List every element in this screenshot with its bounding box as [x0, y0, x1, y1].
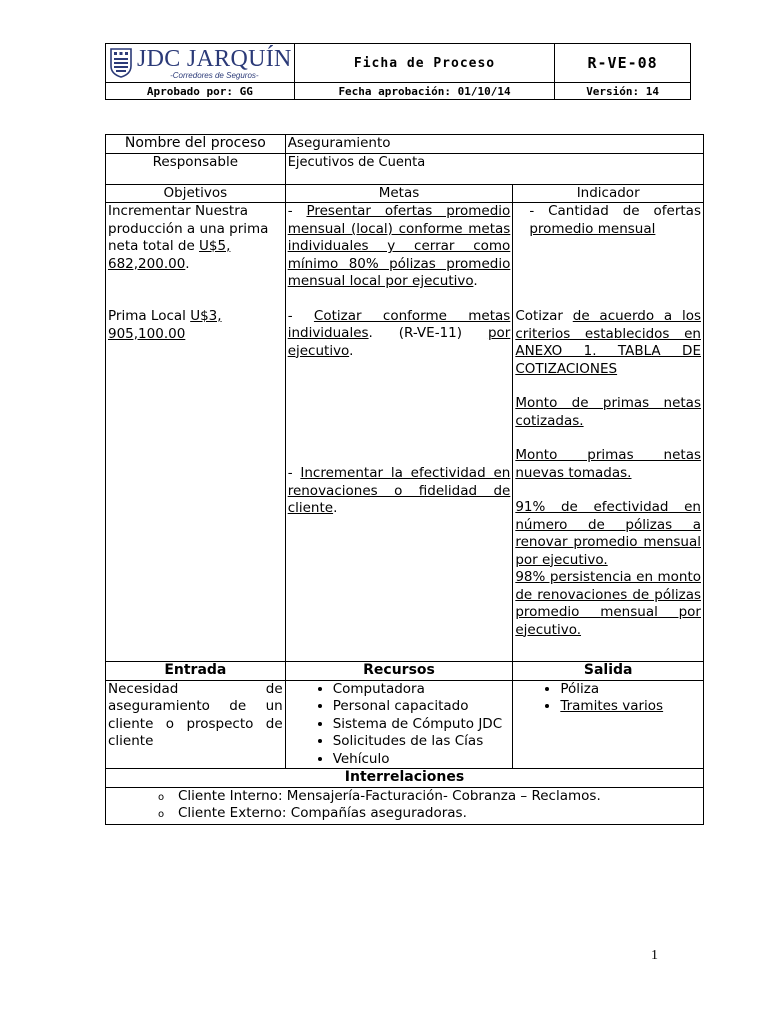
- list-item: • Vehículo: [333, 751, 511, 769]
- interrelations-header-row: [106, 769, 704, 788]
- col-objetivos: Objetivos: [106, 184, 286, 203]
- objective-2: [108, 308, 283, 343]
- col-recursos: Recursos: [285, 662, 513, 681]
- indicator-2-tail: de acuerdo a los criterios establecidos en ANEXO 1. TABLA DE COTIZACIONES: [515, 308, 702, 377]
- responsible-row: [106, 153, 704, 184]
- indicator-1-tail: promedio mensual: [529, 220, 656, 237]
- process-table: [105, 134, 704, 825]
- shield-icon: [110, 48, 132, 78]
- indicator-4: Monto primas netas nuevas tomadas.: [515, 447, 701, 481]
- meta-2-tail: por ejecutivo: [287, 325, 511, 359]
- document-title: Ficha de Proceso: [294, 44, 554, 83]
- logo-name: JDC JARQUÍN: [137, 45, 292, 72]
- io-row: [106, 680, 704, 769]
- interrelaciones-cell: [106, 787, 704, 824]
- page-number: 1: [651, 948, 658, 963]
- salida-list: [515, 681, 701, 716]
- list-item: • Tramites varios: [560, 698, 701, 716]
- meta-3-end: .: [333, 500, 338, 516]
- logo-cell: [106, 44, 295, 83]
- list-item: • Sistema de Cómputo JDC: [333, 716, 511, 734]
- objective-1-end: .: [185, 255, 190, 272]
- entrada-cell: Necesidad de aseguramiento de un cliente o prospecto de cliente: [106, 680, 286, 769]
- process-name-label: Nombre del proceso: [106, 135, 286, 154]
- meta-2-end: .: [349, 342, 354, 359]
- meta-2-text: Cotizar conforme metas individuales: [287, 307, 511, 341]
- list-item: • Póliza: [560, 681, 701, 699]
- recursos-list: [288, 681, 511, 769]
- interrelations-row: [106, 787, 704, 824]
- objective-1: [108, 203, 283, 273]
- col-metas: Metas: [285, 184, 513, 203]
- indicator-5: 91% de efectividad en número de pólizas a renovar promedio mensual por ejecutivo.: [515, 499, 701, 568]
- version: Versión: 14: [555, 83, 691, 100]
- meta-3-dash: -: [287, 465, 301, 481]
- col-salida: Salida: [513, 662, 704, 681]
- indicator-2-text: Cotizar: [515, 308, 573, 324]
- recursos-cell: [285, 680, 513, 769]
- document-header: [105, 43, 691, 100]
- list-item: • Solicitudes de las Cías: [333, 733, 511, 751]
- list-item: o Cliente Externo: Compañías aseguradoras.: [178, 805, 701, 823]
- meta-3: [288, 465, 511, 518]
- company-logo: [106, 47, 294, 80]
- interrelaciones-list: [108, 788, 701, 823]
- indicator-1: [515, 203, 701, 238]
- objective-2-amount: U$3, 905,100.00: [108, 308, 222, 342]
- indicator-2: [515, 308, 701, 378]
- responsible-value: Ejecutivos de Cuenta: [285, 153, 703, 184]
- meta-2: [288, 308, 511, 361]
- indicator-3: Monto de primas netas cotizadas.: [515, 395, 701, 429]
- interrelaciones-label: Interrelaciones: [106, 769, 704, 788]
- process-name-value: Aseguramiento: [285, 135, 703, 154]
- list-item: • Computadora: [333, 681, 511, 699]
- meta-1-dash: -: [287, 203, 307, 219]
- objectives-header-row: [106, 184, 704, 203]
- objetivos-cell: [106, 203, 286, 662]
- list-item: o Cliente Interno: Mensajería-Facturación- Cobranza – Reclamos.: [178, 788, 701, 806]
- col-entrada: Entrada: [106, 662, 286, 681]
- objective-2-text: Prima Local: [108, 308, 191, 324]
- io-header-row: [106, 662, 704, 681]
- salida-cell: [513, 680, 704, 769]
- meta-2-ref: . (R-VE-11): [368, 325, 488, 341]
- document-code: R-VE-08: [555, 44, 691, 83]
- objective-1-amount: U$5, 682,200.00: [108, 238, 231, 272]
- metas-cell: [285, 203, 513, 662]
- meta-1: [288, 203, 511, 291]
- responsible-label: Responsable: [106, 153, 286, 184]
- objective-1-text: Incrementar Nuestra producción a una prima neta total de: [108, 203, 269, 254]
- indicador-cell: [513, 203, 704, 662]
- meta-2-dash: -: [287, 307, 314, 324]
- approval-date: Fecha aprobación: 01/10/14: [294, 83, 554, 100]
- logo-subtitle: -Corredores de Seguros-: [170, 70, 259, 80]
- meta-1-text: Presentar ofertas promedio mensual (local) conforme metas individuales y cerrar como mínimo 80% pólizas promedio mensual local por ejecutivo: [287, 203, 511, 289]
- indicator-1-text: - Cantidad de ofertas: [529, 203, 701, 219]
- col-indicador: Indicador: [513, 184, 704, 203]
- meta-1-end: .: [473, 273, 478, 289]
- objectives-row: [106, 203, 704, 662]
- process-name-row: [106, 135, 704, 154]
- meta-3-text: Incrementar la efectividad en renovaciones o fidelidad de cliente: [287, 465, 511, 516]
- list-item: • Personal capacitado: [333, 698, 511, 716]
- indicator-6: 98% persistencia en monto de renovaciones de pólizas promedio mensual por ejecutivo.: [515, 569, 701, 638]
- approved-by: Aprobado por: GG: [106, 83, 295, 100]
